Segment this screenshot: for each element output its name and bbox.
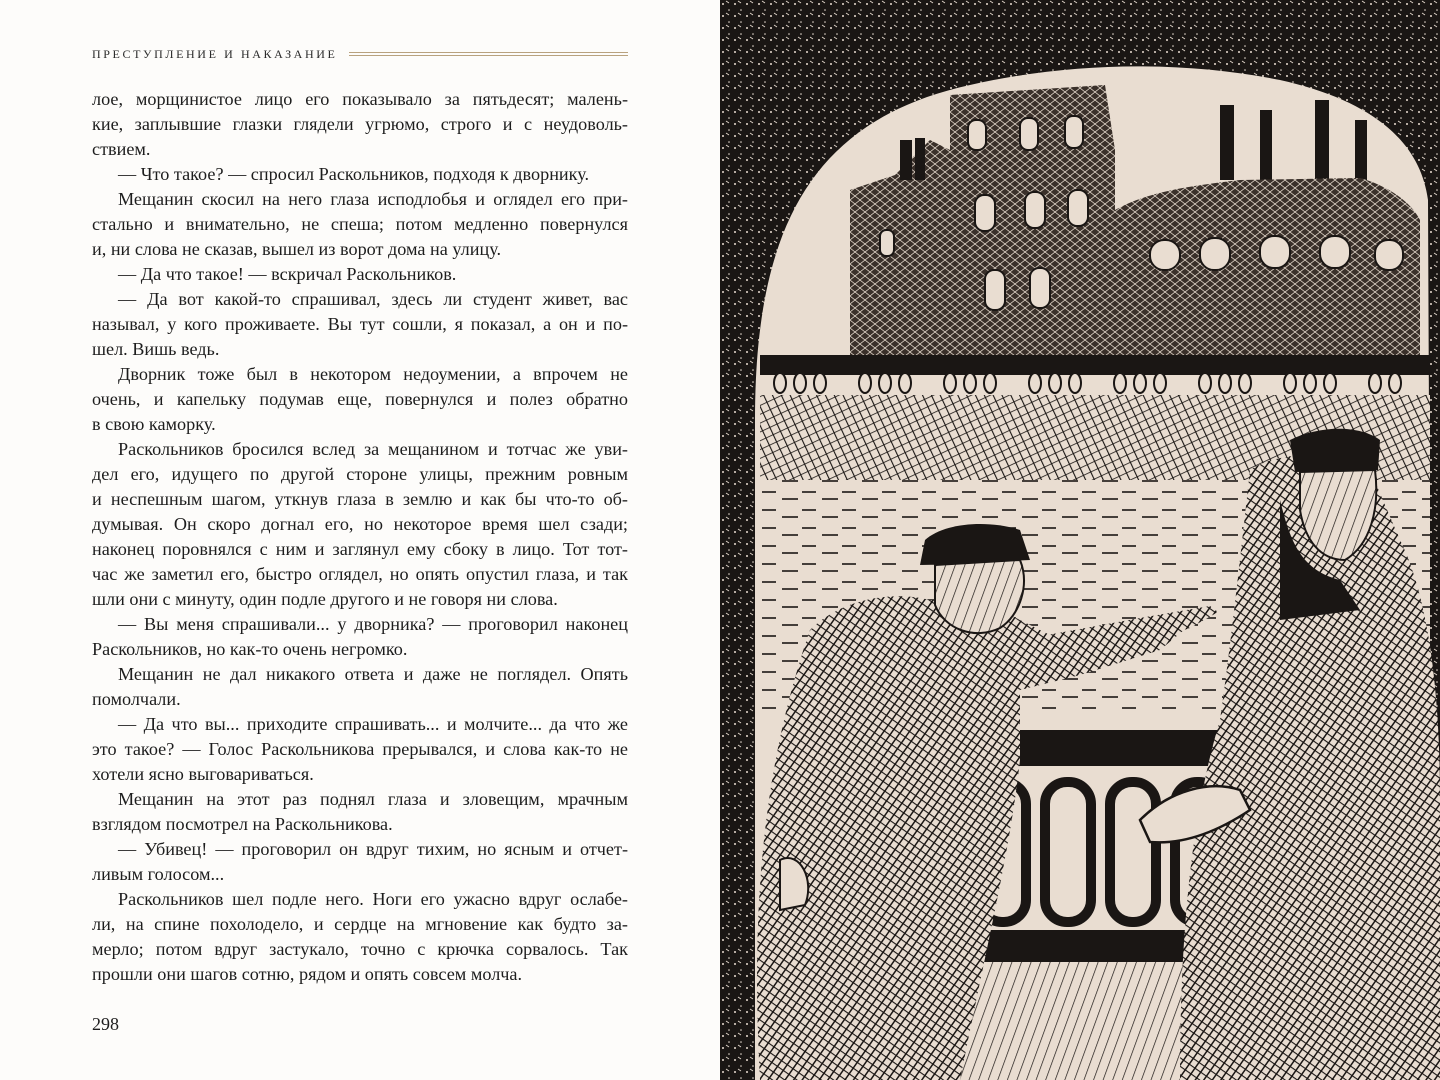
text-line: лое, морщинистое лицо его показывало за пятьдесят; малень- <box>92 89 628 109</box>
text-line: — Что такое? — спросил Раскольников, подходя к дворнику. <box>118 164 590 184</box>
running-head <box>92 44 628 64</box>
text-line: прошли они шагов сотню, рядом и опять совсем молча. <box>92 964 523 984</box>
text-line: называл, у кого проживаете. Вы тут сошли, я показал, а он и по- <box>92 314 628 334</box>
text-line: в свою каморку. <box>92 414 216 434</box>
text-line: ливым голосом... <box>92 864 225 884</box>
text-line: и неспешным шагом, уткнув глаза в землю и как бы что-то об- <box>92 489 628 509</box>
text-line: Мещанин не дал никакого ответа и даже не поглядел. Опять <box>118 664 628 684</box>
text-line: Раскольников, но как-то очень негромко. <box>92 639 408 659</box>
text-line: мерло; потом вдруг застукало, точно с крючка сорвалось. Так <box>92 939 628 959</box>
text-line: думывая. Он скоро догнал его, но некоторое время шел сзади; <box>92 514 628 534</box>
text-line: ствием. <box>92 139 151 159</box>
page-number: 298 <box>92 1014 119 1034</box>
running-title: ПРЕСТУПЛЕНИЕ И НАКАЗАНИЕ <box>92 46 338 61</box>
text-line: помолчали. <box>92 689 181 709</box>
text-line: кие, заплывшие глазки глядели угрюмо, строго и с неудоволь- <box>92 114 628 134</box>
illustration <box>720 0 1440 1080</box>
body-text <box>92 87 628 987</box>
text-line: стально и внимательно, не спеша; потом медленно повернулся <box>92 214 628 234</box>
header-rule <box>349 52 628 56</box>
illustration-page <box>720 0 1440 1080</box>
text-line: очень, и капельку подумав еще, повернулся и полез обратно <box>92 389 628 409</box>
text-line: хотели ясно выговариваться. <box>92 764 314 784</box>
text-line: шел. Вишь ведь. <box>92 339 220 359</box>
text-line: это такое? — Голос Раскольникова прерывался, и слова как-то не <box>92 739 628 759</box>
text-line: взглядом посмотрел на Раскольникова. <box>92 814 393 834</box>
text-line: — Вы меня спрашивали... у дворника? — проговорил наконец <box>118 614 628 634</box>
text-line: Мещанин на этот раз поднял глаза и зловещим, мрачным <box>118 789 628 809</box>
text-line: — Да что такое! — вскричал Раскольников. <box>118 264 457 284</box>
text-line: шли они с минуту, один подле другого и не говоря ни слова. <box>92 589 558 609</box>
text-line: Дворник тоже был в некотором недоумении, а впрочем не <box>118 364 628 384</box>
text-line: и, ни слова не сказав, вышел из ворот дома на улицу. <box>92 239 502 259</box>
text-line: наконец поровнялся с ним и заглянул ему сбоку в лицо. Тот тот- <box>92 539 628 559</box>
text-line: Раскольников шел подле него. Ноги его ужасно вдруг ослабе- <box>118 889 628 909</box>
text-line: — Да что вы... приходите спрашивать... и молчите... да что же <box>118 714 628 734</box>
text-line: час же заметил его, быстро оглядел, но опять опустил глаза, и так <box>92 564 628 584</box>
text-line: дел его, идущего по другой стороне улицы, прежним ровным <box>92 464 628 484</box>
text-line: — Да вот какой-то спрашивал, здесь ли студент живет, вас <box>118 289 628 309</box>
text-line: Раскольников бросился вслед за мещанином и тотчас же уви- <box>118 439 628 459</box>
text-line: ли, на спине похолодело, и сердце на мгновение как будто за- <box>92 914 628 934</box>
text-line: — Убивец! — проговорил он вдруг тихим, но ясным и отчет- <box>118 839 628 859</box>
text-line: Мещанин скосил на него глаза исподлобья и оглядел его при- <box>118 189 628 209</box>
